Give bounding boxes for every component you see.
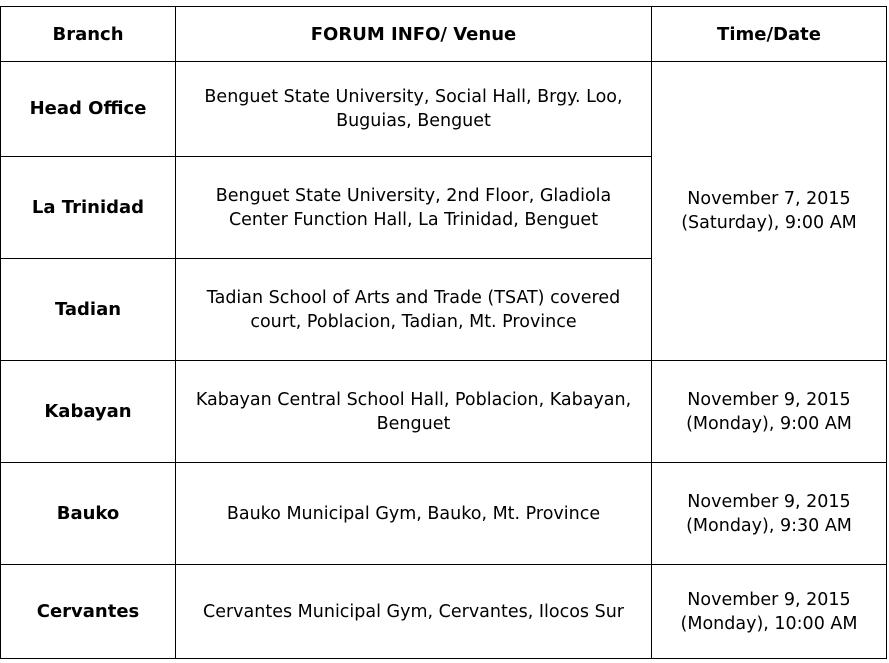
branch-cell: La Trinidad xyxy=(1,157,176,259)
header-row xyxy=(1,7,887,62)
time-line: November 7, 2015 xyxy=(687,189,851,209)
table-row xyxy=(1,361,887,463)
header-venue: FORUM INFO/ Venue xyxy=(176,7,652,62)
venue-cell xyxy=(176,463,652,565)
branch-cell: Head Office xyxy=(1,62,176,157)
header-branch: Branch xyxy=(1,7,176,62)
time-cell xyxy=(652,361,887,463)
venue-cell xyxy=(176,361,652,463)
time-line: (Monday), 9:30 AM xyxy=(686,515,852,536)
venue-line: Kabayan Central School Hall, Poblacion, Kabayan, xyxy=(195,389,632,410)
time-cell xyxy=(652,565,887,659)
time-cell xyxy=(652,463,887,565)
venue-line: Bauko Municipal Gym, Bauko, Mt. Province xyxy=(226,503,601,524)
header-time: Time/Date xyxy=(652,7,887,62)
venue-cell xyxy=(176,157,652,259)
venue-line: court, Poblacion, Tadian, Mt. Province xyxy=(250,311,577,332)
time-cell-shared xyxy=(652,62,887,361)
venue-line: Center Function Hall, La Trinidad, Benguet xyxy=(228,209,599,230)
time-line: (Monday), 10:00 AM xyxy=(680,613,858,634)
branch-cell: Kabayan xyxy=(1,361,176,463)
venue-cell xyxy=(176,565,652,659)
venue-line: Benguet State University, 2nd Floor, Gladiola xyxy=(215,185,612,206)
time-line: November 9, 2015 xyxy=(687,491,851,512)
time-line: (Saturday), 9:00 AM xyxy=(681,213,857,233)
branch-cell: Cervantes xyxy=(1,565,176,659)
venue-line: Buguias, Benguet xyxy=(336,111,491,131)
venue-line: Tadian School of Arts and Trade (TSAT) covered xyxy=(206,287,621,308)
time-line: (Monday), 9:00 AM xyxy=(686,413,852,434)
time-line: November 9, 2015 xyxy=(687,589,851,610)
venue-line: Cervantes Municipal Gym, Cervantes, Ilocos Sur xyxy=(203,601,624,622)
time-line: November 9, 2015 xyxy=(687,389,851,410)
branch-cell: Bauko xyxy=(1,463,176,565)
branch-cell: Tadian xyxy=(1,259,176,361)
venue-line: Benguet xyxy=(376,413,451,434)
venue-cell xyxy=(176,259,652,361)
venue-cell xyxy=(176,62,652,157)
table-row xyxy=(1,62,887,157)
forum-schedule-table xyxy=(0,6,887,659)
table-row xyxy=(1,565,887,659)
venue-line: Benguet State University, Social Hall, Brgy. Loo, xyxy=(204,87,623,107)
table-row xyxy=(1,463,887,565)
